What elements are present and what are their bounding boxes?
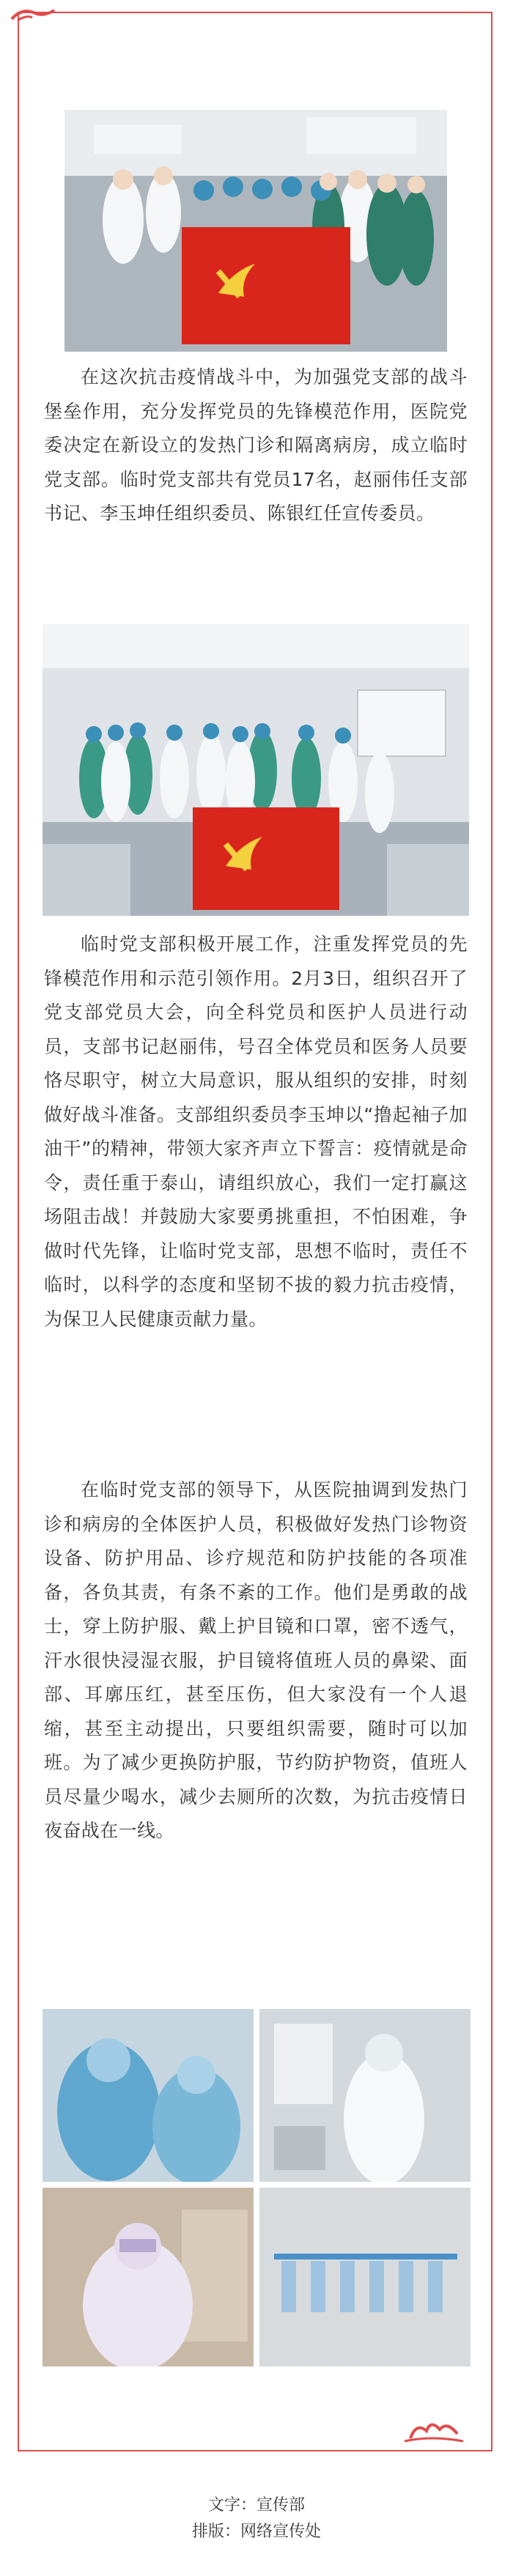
grid-photo-nurse — [43, 2188, 254, 2366]
paragraph-3: 在临时党支部的领导下，从医院抽调到发热门诊和病房的全体医护人员，积极做好发热门诊物资设备、防护用品、诊疗规范和防护技能的各项准备，各负其责，有条不紊的工作。他们是勇敢的战士，穿上防护服、戴上护目镜和口罩，密不透气，汗水很快浸湿衣服，护目镜将值班人员的鼻梁、面部、耳廓压红，甚至压伤，但大家没有一个人退缩，甚至主动提出，只要组织需要，随时可以加班。为了减少更换防护服，节约防护物资，值班人员尽量少喝水，减少去厕所的次数，为抗击疫情日夜奋战在一线。 — [44, 1479, 468, 1841]
grid-photo-protective-suit — [259, 2009, 470, 2182]
credit-writer-label: 文字： — [207, 2496, 256, 2514]
paragraph-2: 临时党支部积极开展工作，注重发挥党员的先锋模范作用和示范引领作用。2月3日，组织召开了党支部党员大会，向全科党员和医护人员进行动员，支部书记赵丽伟，号召全体党员和医务人员要恪尽职守，树立大局意识，服从组织的安排，时刻做好战斗准备。支部组织委员李玉坤以“撸起袖子加油干”的精神，带领大家齐声立下誓言：疫情就是命令，责任重于泰山，请组织放心，我们一定打赢这场阻击战！并鼓励大家要勇挑重担，不怕困难，争做时代先锋，让临时党支部，思想不临时，责任不临时，以科学的态度和坚韧不拔的毅力抗击疫情，为保卫人民健康贡献力量。 — [44, 933, 468, 1330]
corner-flourish-bottom-icon — [402, 2416, 466, 2444]
paragraph-1: 在这次抗击疫情战斗中，为加强党支部的战斗堡垒作用，充分发挥党员的先锋模范作用，医院党委决定在新设立的发热门诊和隔离病房，成立临时党支部。临时党支部共有党员17名，赵丽伟任支部书记、李玉坤任组织委员、陈银红任宣传委员。 — [44, 366, 468, 524]
credit-layout — [0, 2521, 513, 2543]
credit-layout-label: 排版： — [191, 2523, 240, 2541]
credit-writer — [0, 2495, 513, 2517]
grid-photo-staff-gowning — [43, 2009, 254, 2182]
grid-photo-equipment-rack — [259, 2188, 470, 2366]
credit-layout-value: 网络宣传处 — [240, 2523, 322, 2541]
credit-writer-value: 宣传部 — [256, 2496, 306, 2514]
group-photo-2 — [43, 624, 469, 916]
group-photo-1 — [64, 110, 447, 352]
